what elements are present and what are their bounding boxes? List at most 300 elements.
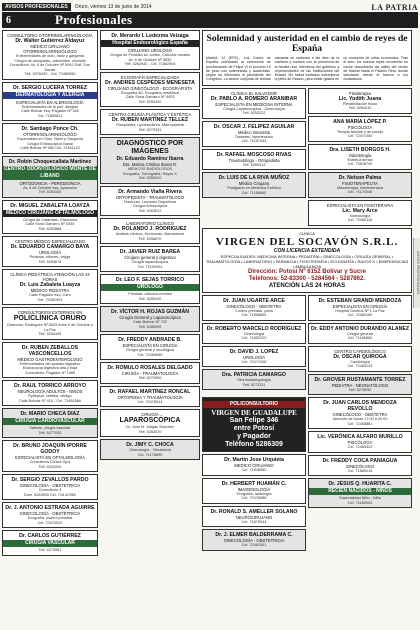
- right-row-3: [202, 397, 412, 553]
- ad-line: Especialista en Oído, Nariz y Garganta: [17, 137, 83, 141]
- specialty: ESPECIALISTA EN CIRUGÍA: [332, 303, 388, 309]
- ad-line: Cel. 71852220: [241, 336, 267, 341]
- ad-line: Cel. 71186560: [241, 190, 267, 195]
- ad-line: Cel. 71880811: [37, 113, 63, 118]
- ad-line: Estética dental: [347, 157, 373, 162]
- section-label: AVISOS PROFESIONALES: [2, 3, 71, 11]
- ad-line: Postgrado en Medicina Estética: [227, 186, 281, 191]
- ad-box: [308, 295, 412, 321]
- ad-box: [2, 408, 98, 438]
- ad-title: CIRUGÍA: [141, 412, 159, 417]
- ad-box: [2, 502, 98, 528]
- doctor-name: Dr. DAVID J. LOPEZ: [229, 348, 279, 355]
- doctor-name: Lic. VERÓNICA ALFARO MURILLO: [317, 434, 403, 441]
- doctor-name: Dr. Merardo I. Ledezma Veizaga: [111, 33, 189, 39]
- clinic-name: VIRGEN DEL SOCAVÓN S.R.L.: [215, 235, 399, 248]
- ad-box: [100, 246, 200, 272]
- doctor-name: Dr. Nelson Palma: [338, 174, 382, 181]
- ad-box: [202, 529, 306, 551]
- ad-box: [2, 30, 98, 80]
- ad-line: Kinesiología: [349, 213, 371, 218]
- specialty: GINECOLOGÍA - OBSTETRICIA: [223, 538, 285, 544]
- ad-line: Telf. 5263612: [138, 208, 162, 213]
- ad-line: Otorrinolaringología: [237, 378, 271, 383]
- specialty: CIRUJANO GINECÓLOGO - ECOGRAFISTA: [107, 85, 193, 91]
- ad-line: Control prenatal, parto: [235, 308, 273, 313]
- ad-line: Hospital General Nº 1 La Paz: [335, 308, 385, 313]
- specialty: CIRUJANO UROLÓGO: [128, 48, 172, 53]
- ad-line: Ecografía, radiología: [236, 491, 272, 496]
- ad-line: Cirugía general y oncológica: [125, 348, 175, 352]
- ad-big-title: LAPAROSCÓPICA: [119, 417, 181, 424]
- specialty: NEUROLOGÍA ADULTOS - NIÑOS: [17, 389, 83, 394]
- ad-line: Consultorio Clínica Ojos: [29, 460, 71, 464]
- ad-title: LABORATORIO CLÍNICO: [125, 221, 174, 226]
- ad-line: Ginecología - Obstetricia: [129, 448, 171, 452]
- ad-line: Cirugía de Cataratas, Glaucoma: [22, 217, 78, 222]
- ad-box: [100, 72, 200, 108]
- ad-line: Cel. 72476688: [241, 496, 267, 501]
- ad-box: [100, 306, 200, 332]
- doctor-name: Lic. Mary Arce: [342, 207, 378, 214]
- ad-title: Fisioterapia: [349, 90, 371, 96]
- page-title: Profesionales: [55, 12, 133, 27]
- doctor-name: Dr. Robin Choquecallata Martínez: [8, 158, 92, 165]
- ad-big-title: POLICLÍNICA ORURO: [13, 315, 87, 322]
- ad-box: [308, 144, 412, 170]
- clinic-banner: [202, 228, 412, 293]
- doctor-name: Dr. GROVER RUSTAMANTE TORREZ: [314, 376, 406, 383]
- ad-box: [100, 218, 200, 244]
- ad-line: Cel. 71848080: [241, 468, 267, 473]
- specialty: FISIOTERAPEUTA: [342, 180, 378, 186]
- ad-line: Cel. 72469655: [137, 352, 163, 357]
- ad-box: [100, 137, 200, 184]
- doctor-name: Dr. SERGIO ZEVALLOS PARDO: [11, 477, 89, 483]
- ad-line: Consultorio: Pagador Nº 1585: [24, 370, 76, 375]
- specialty: Médico Cirujano: [238, 181, 270, 187]
- ad-box: [202, 149, 306, 171]
- doctor-name: Dr. JUAN UGARTE ARCE: [223, 297, 285, 304]
- ad-line: Telf. 5277030: [38, 430, 62, 435]
- ad-line: Cel. 72481903: [37, 297, 63, 302]
- poli-addr-1: San Felipe 346: [229, 417, 279, 425]
- doctor-name: Dra. LISETH BORGOS H.: [329, 146, 391, 153]
- specialty: Dra. Marcia Cristina Ibarra R.: [122, 162, 178, 167]
- doctor-name: Dr. FREDDY COCA PANIAGUA: [322, 457, 398, 464]
- ad-box: [2, 380, 98, 406]
- ad-box: [308, 323, 412, 344]
- newspaper-name: LA PATRIA: [371, 2, 418, 12]
- ad-box: [2, 269, 98, 305]
- ad-title: CENTRO CARDIOLÓGICO: [334, 348, 386, 354]
- column-4: [308, 88, 412, 228]
- specialty: ESPECIALISTA EN OFTALMOLOGÍA: [14, 455, 86, 460]
- doctor-name: Dr. VÍCTOR H. ROJAS GUZMÁN: [110, 309, 189, 315]
- ad-box: [308, 431, 412, 453]
- ad-line: Cirugía de Próstata sin cortes, Cálculos renales: [109, 53, 191, 57]
- ad-box: [100, 334, 200, 360]
- specialty-band: MÉDICO CIRUJANO OFTALMÓLOGO: [3, 210, 97, 217]
- ad-line: Telf. 5255100: [138, 296, 162, 301]
- ad-box: [100, 362, 200, 384]
- ad-box: [308, 374, 412, 396]
- ad-box: [308, 88, 412, 114]
- column-3c-wrap: [202, 397, 306, 553]
- specialty: GINECÓLOGO - OBSTETRA: [226, 303, 282, 309]
- ad-line: Cel. 71875544: [241, 519, 267, 524]
- poli-addr-2: entre Potosí: [233, 425, 275, 433]
- specialty-band: RECIÉN NACIDOS - NIÑOS: [309, 488, 411, 495]
- ad-box: [202, 506, 306, 528]
- ad-line: Telf. 5254678: [38, 259, 62, 264]
- ad-box: [2, 440, 98, 472]
- specialty: Odontología: [348, 152, 372, 158]
- ad-title: CONSULTORIO OTORRINOLARINGOLOGÍA: [7, 33, 93, 38]
- ad-line: Cel. 71180004: [347, 500, 373, 505]
- doctor-name: Dr. BRUNO JOAQUÍN IPORRE GODOY: [13, 443, 87, 455]
- specialty: ORTODONCIA - PERIODONCIA: [19, 180, 81, 186]
- ad-box: [2, 474, 98, 500]
- specialty: ESPECIALISTA EN CIRUGÍA: [122, 343, 178, 348]
- ad-line: Ginecología: [243, 331, 265, 336]
- ad-line: Ecografía, control prenatal: [27, 516, 73, 520]
- ad-line: Cel. 71858804: [241, 313, 267, 318]
- ad-title: CENTRO MÉDICO ESPECIALIZADO: [14, 239, 86, 244]
- column-3: [202, 88, 306, 228]
- ad-box: [308, 116, 412, 142]
- ad-line: Telf. 5262940 - Cel. 71862504: [124, 62, 176, 66]
- ad-line: Dom. 5283500 Cel. 718-40360: [24, 492, 76, 497]
- doctor-name: Dr. Martin Jose Urquieta: [224, 457, 284, 464]
- doctor-name: Dr. MARIO CHECA DIAZ: [20, 411, 80, 417]
- ad-line: Cel. 72471008: [241, 359, 267, 364]
- right-area: [202, 30, 412, 628]
- doctor-name: Dr. JAVIER RUIZ BAREA: [119, 249, 181, 255]
- ad-title: ESPECIALISTA EN FISIOTERAPIA: [326, 202, 394, 208]
- ad-line: Cel. 71880016: [347, 468, 373, 473]
- doctor-name: Dr. LUIS DE LA RIVA MUÑOZ: [218, 175, 290, 182]
- ad-line: Atención de horas 17:00 a 20:00: [332, 417, 388, 422]
- specialty: MÉDICO PEDIATRA: [30, 288, 70, 293]
- ad-box: [202, 295, 306, 321]
- ad-line: Dr. José M. Vargas Sánchez: [126, 425, 174, 429]
- ad-line: Ecografía 4D, Ecografía obstétrica: [120, 90, 180, 95]
- doctor-name: Dr. J. ELMER BALDERRAMA C.: [215, 532, 293, 539]
- ad-title: CLÍNICA PEDIÁTRICA ATENCIÓN LAS 24 HORAS: [10, 272, 90, 282]
- specialty: UROLOGÍA: [242, 354, 266, 360]
- ad-line: Cel. 72478014: [137, 399, 163, 404]
- ad-line: Cel. 72483322: [347, 445, 373, 450]
- ad-line: Ecografía, Tomografía, Rayos X: [123, 171, 177, 176]
- doctor-name: Dr. OSCAR QUIROGA: [333, 353, 387, 360]
- ad-line: Epilepsia, cefalea, vértigo: [28, 394, 72, 398]
- ad-line: Próstata, cálculos renales: [128, 292, 172, 296]
- ad-line: Calle Bolívar esq. Pagador Nº 460: [21, 109, 79, 113]
- specialty: ESPECIALISTA EN ALERGOLOGÍA: [16, 99, 84, 105]
- ad-line: Enfermedades de la piel, alergias: [21, 104, 79, 109]
- ad-line: Cel. 73828790: [347, 162, 373, 167]
- ad-box: [308, 200, 412, 226]
- ad-title: CONSULTORIOS EXTERNOS EN: [17, 310, 83, 315]
- ad-line: Cirugía laparoscópica: [131, 260, 169, 264]
- ad-line: Cel. 72480160: [347, 313, 373, 318]
- ad-line: Cirugía general: [347, 331, 373, 336]
- doctor-name: Dr. EDUARDO CAMARGO BAYA: [10, 244, 90, 250]
- doctor-name: Dr. Luis Zabaleta Loayza: [19, 282, 81, 288]
- ad-line: Telf. 5273211: [242, 382, 266, 387]
- ad-line: Cel. 72463301: [241, 543, 267, 548]
- ad-line: Telf. 5252222: [242, 111, 266, 116]
- doctor-name: Dr. JESUS Q. HUARITA C.: [328, 481, 392, 488]
- column-2: [100, 30, 200, 628]
- ad-line: Cirugía de amígdalas, adenoides, sinusitis: [14, 58, 86, 63]
- clinic-phones: Teléfonos: 52-83300 - 5284564 - 5287862.: [249, 275, 365, 282]
- ad-line: Fracturas, Lesiones Deportivas: [123, 199, 177, 204]
- specialty-band: CIRUGÍA VASCULAR: [3, 540, 97, 547]
- column-3c: [202, 454, 306, 551]
- ad-line: Consultorio: Av. 6 de Octubre Nº 5942 Edif. Don Daniel: [9, 63, 91, 72]
- doctor-name: Dr. PABLO A. ROMERO ARANIBAR: [210, 95, 298, 102]
- ad-big-title: DIAGNÓSTICO POR IMÁGENES: [116, 140, 184, 155]
- column-4b: [308, 295, 412, 398]
- ad-line: Consultorio 4: [38, 488, 62, 492]
- ad-box: [202, 346, 306, 368]
- right-row-1: [202, 88, 412, 228]
- ad-line: Av. 6 de Octubre esq. Ayacucho: [23, 185, 77, 190]
- ad-line: Telf. 5270331: [138, 127, 162, 132]
- ad-box: [202, 454, 306, 476]
- ad-box: [2, 156, 98, 198]
- ad-box: [308, 397, 412, 429]
- ad-line: Telf. 5275561: [38, 548, 62, 552]
- doctor-name: Dr. EDDY ANTONIO DURANDO ALANEZ: [311, 325, 409, 332]
- page-header: [2, 12, 418, 28]
- specialty-band: DERMATOLOGÍA Y ALERGIA: [3, 92, 97, 99]
- doctor-name: Dr. ESTEBAN GRANDI MENDOZA: [318, 297, 402, 304]
- specialty: Cirujano general y digestivo: [124, 255, 176, 260]
- ad-title: CENTRO CIRUGÍA PLÁSTICA Y ESTÉTICA: [108, 112, 192, 117]
- ad-line: Calle Bolívar Nº 580 Cel. 72461123: [20, 146, 80, 150]
- specialty: Traumatólogo - Ortopedista: [228, 157, 280, 163]
- ad-line: Cel. 71190044: [137, 264, 163, 269]
- ad-box: [2, 236, 98, 267]
- ad-box: [100, 386, 200, 408]
- ad-line: Rehabilitación física: [343, 101, 377, 106]
- ad-line: Especialidad Niño - Niña: [339, 496, 381, 501]
- ad-box: [202, 323, 306, 344]
- poli-addr-3: y Pagador: [237, 433, 271, 441]
- ad-box: [2, 342, 98, 379]
- ad-line: Telf. 5270990: [138, 376, 162, 380]
- specialty: PEDIATRA - NEONATÓLOGO: [331, 382, 389, 388]
- ad-line: Calle Bolívar Nº 722: [132, 320, 168, 324]
- ad-title: CLÍNICA EL SALVADOR: [231, 90, 277, 96]
- ad-box: [100, 409, 200, 437]
- ad-line: Calle Pagador esq. Caro: [29, 293, 71, 297]
- poli-name: VIRGEN DE GUADALUPE: [211, 409, 297, 418]
- ad-box: [100, 274, 200, 304]
- ad-line: Próstata, riñones, vejiga: [29, 255, 71, 259]
- specialty: CIRUGÍA - TRAUMATOLOGÍA: [121, 371, 179, 376]
- clinic-specialties: ESPECIALIDADES: MEDICINA INTERNA • PEDIATRÍA • GINECOLOGÍA • CIRUGÍA GENERAL • TRAUMATOLOGÍA • LABORATORIO • FARMACIA • FISIOTERAPIA • ECOGRAFÍA • RAYOS X • EMERGENCIAS • AMBULANCIA: [205, 253, 409, 269]
- ad-line: Cel. 72471050: [347, 134, 373, 139]
- ad-line: Endoscopía digestiva alta y baja: [22, 366, 78, 370]
- ad-line: Cel. 71178890: [137, 452, 163, 457]
- doctor-name: Dr. RAUL TORRICO ARROYO: [14, 383, 86, 389]
- specialty: MÉDICO GASTROENTERÓLOGO: [17, 356, 83, 362]
- ad-line: Telf. 5278050: [348, 387, 372, 392]
- column-4c: [308, 397, 412, 553]
- column-1: [2, 30, 98, 628]
- side-tab: AVISOS PROFESIONALES: [413, 238, 420, 308]
- ad-line: Telf. 5276420 - Cel. 72480550: [24, 72, 76, 76]
- ad-box: [2, 307, 98, 340]
- column-3b: [202, 295, 306, 398]
- ad-line: Varices, cirugía vascular: [29, 426, 71, 430]
- ad-box: [202, 172, 306, 198]
- doctor-name: Dr. ANDRES CESPEDES MENESETA: [105, 79, 195, 86]
- doctor-name: Dr. RAFAEL MOSCOSO RIVAS: [216, 151, 292, 158]
- ad-line: MÉDICOS RADIÓLOGOS: [127, 167, 173, 171]
- specialty: IMAGENOLOGÍA: [237, 486, 271, 492]
- clinic-hours: ATENCIÓN LAS 24 HORAS: [268, 282, 346, 289]
- ad-box: [2, 530, 98, 556]
- ad-box: [202, 121, 306, 147]
- doctor-name: Dr. FREDDY ANDRADE B.: [118, 337, 182, 343]
- ad-line: Cardiología: [350, 359, 370, 364]
- clinic-pre: CLÍNICA: [299, 230, 315, 236]
- specialty: NEUROCIRUJANO: [235, 514, 273, 520]
- page-number: 6: [6, 14, 11, 26]
- ad-line: Telf. 5254100: [38, 190, 62, 194]
- doctor-name: Dr. ROLANDO J. RODRIGUEZ: [113, 226, 187, 232]
- doctor-name: Dr. Walter Gutiérrez Aldayuz: [15, 38, 85, 44]
- specialty: PSICÓLOGA: [347, 124, 373, 130]
- ad-line: Telf. 5242020: [38, 464, 62, 469]
- ad-box: [2, 123, 98, 154]
- ad-box: [2, 82, 98, 122]
- doctor-name: Dr. JUAN CARLOS MENDOZA REVOLLO: [323, 400, 397, 413]
- doctor-name: Dr. RUBEN ZEBALLOS VASCONCELLOS: [21, 344, 79, 357]
- poli-phone: Teléfono 5286309: [225, 441, 283, 449]
- specialty-band: CENTRO ODONTOLÓGICO MONTE DE LIBANO: [4, 165, 96, 179]
- doctor-name: Dr. RONALD S. AMELLER SOLANO: [210, 508, 298, 515]
- article-headline: Solemnidad y austeridad en el cambio de reyes de España: [206, 34, 408, 54]
- doctor-name: ANA MARÍA LÓPEZ P.: [333, 118, 387, 125]
- doctor-name: Dr. LEO F. SEJAS TORRICO: [115, 277, 185, 283]
- ad-line: Telf. 5280414: [242, 162, 266, 167]
- doctor-name: Dr. Armando Viaña Rivera: [118, 188, 182, 195]
- ad-line: Dirección: Rodríguez Nº 5525 entre 6 de Octubre y La Paz: [7, 323, 93, 332]
- ad-line: Telf. 5280999: [138, 324, 162, 329]
- doctor-name: Dr. J. ANTONIO ESTRADA AGUIRRE: [5, 505, 95, 511]
- specialty: Médico Internista: [238, 129, 270, 135]
- specialty: UROLOGÍA: [38, 250, 62, 255]
- specialty: ESPECIALISTA EN MEDICINA INTERNA: [215, 101, 293, 107]
- doctor-name: Dr. CARLOS GUTIÉRREZ: [19, 533, 81, 539]
- ad-line: Telf. 5252888: [38, 226, 62, 231]
- ad-line: Cel. 71187444: [241, 139, 267, 144]
- ad-box: [2, 200, 98, 235]
- clinic-address: Dirección: Potosí Nº 6152 Bolívar y Sucre: [248, 268, 366, 275]
- ad-box: [100, 439, 200, 460]
- ad-line: Masoterapia, electroterapia: [336, 185, 383, 190]
- ad-line: Enfermedades del aparato digestivo: [19, 361, 81, 366]
- specialty: OTORRINOLARINGÓLOGO: [23, 132, 77, 137]
- specialty: ORTOPEDIA Y TRAUMATOLOGÍA: [117, 394, 183, 400]
- ad-line: Cel. 71170046: [347, 190, 373, 195]
- ad-line: Cel. 72480116: [347, 218, 373, 223]
- ad-line: Terapia familiar y de pareja: [337, 129, 383, 134]
- poli-title: POLICONSULTORIO: [203, 401, 305, 408]
- ad-line: Cirugía Endoscópica Nasal: [27, 141, 73, 146]
- ad-line: Telf. 5254445: [38, 332, 62, 336]
- ad-box: [202, 88, 306, 119]
- policonsultorio-ad: [202, 397, 306, 452]
- ad-line: Diabetes, hipertensión: [235, 134, 273, 139]
- article-body: Madrid, 12 (EFE).- Los Cortes de España celebrarán la ceremonia de proclamación de Felipe VI el próximo 19 de junio con solemnidad y austeridad, según ha informado el presidente del Congreso. La sesión conjunta de ambas cámaras se realizará a las diez de la mañana y contará con la presencia de la familia real, miembros del gobierno y representantes de las instituciones del Estado. No habrá invitados extranjeros ni jefes de Estado, para evitar gastos en un momento de crisis económica. Tras el acto, los nuevos reyes recorrerán en coche descubierto las calles del centro de Madrid hasta el Palacio Real, donde saludarán desde el balcón a los ciudadanos.: [206, 56, 408, 82]
- ad-box: [100, 109, 200, 135]
- doctor-name: Dr. JIMY C. CHOCA: [126, 442, 174, 448]
- specialty: GINECOLOGÍA - OBSTETRICIA: [19, 511, 81, 516]
- ad-line: Telf. 5256670: [138, 236, 162, 241]
- ad-line: Calle Bolívar Nº 410 - Cel. 71851566: [18, 398, 82, 403]
- ad-line: Telf. 5264070: [138, 429, 162, 434]
- doctor-name: Lic. Yudith Juana: [338, 95, 382, 102]
- top-bar: [2, 2, 418, 12]
- ad-line: Telf. 5254410: [348, 106, 372, 111]
- ad-line: Cel. 72470022: [37, 520, 63, 525]
- specialty: Cirugía General y Laparoscópica: [119, 315, 181, 320]
- ad-title: ECOGRAFÍA ESPECIALIZADA: [120, 74, 180, 80]
- specialty: PSICÓLOGA: [347, 440, 373, 446]
- doctor-name: Dr. ROMULO ROSALES DELGADO: [107, 365, 193, 371]
- ad-line: Telf. 5250910: [138, 176, 162, 180]
- ad-line: Rinoplastía, Lipoescultura, Mamoplastía: [116, 123, 184, 127]
- ad-line: Análisis clínicos, Hormonas, Marcadores: [115, 232, 185, 236]
- ad-box: [202, 478, 306, 504]
- ad-box: [202, 369, 306, 390]
- doctor-name: Dr. SERGIO LUCERA TORREZ: [12, 84, 88, 91]
- doctor-name: Dr. RUBEN MARTÍNEZ TELLEZ: [111, 117, 189, 123]
- ad-box: [308, 172, 412, 198]
- doctor-name: Dr. HERBERT HUAMÁN C.: [221, 480, 287, 487]
- specialty-band: Hospital Endourológico España: [101, 40, 199, 47]
- clinic-motto: CON LICENCIA EXTENDIDA: [273, 247, 341, 254]
- doctor-name: Dr. ROBERTO MARCELO RODRÍGUEZ: [206, 325, 302, 332]
- specialty: GINECÓLOGO: [345, 463, 375, 469]
- specialty: ORTOPEDISTA - TRAUMATÓLOGO: [115, 194, 185, 200]
- specialty: MÉDICO CIRUJANO OTORRINOLARINGÓLOGO: [23, 44, 77, 54]
- doctor-name: Dr. OSCAR J. FELIPEZ AGUILAR: [213, 123, 295, 130]
- ad-box: [308, 346, 412, 372]
- specialty-band: UROLOGO: [101, 284, 199, 291]
- ad-line: Calle Soria Galvarro Nº 4925: [125, 95, 175, 99]
- doctor-name: Dr. Santiago Ponce Ch.: [21, 126, 79, 132]
- doctor-name: Dr. Eduardo Ramírez Ibarra: [116, 156, 184, 162]
- doctor-name: Dr. MIGUEL ZABALETA LOAYZA: [10, 202, 90, 209]
- specialty-band: CIRUGÍA CARDIOVASCULAR: [3, 418, 97, 425]
- ad-box: [308, 478, 412, 508]
- doctor-name: Dra. PATRICIA CAMARGO: [222, 372, 286, 379]
- ad-line: Cirugía Artroscópica: [132, 204, 168, 208]
- ad-line: Cel. 72468881: [347, 421, 373, 426]
- specialty: GINECOLOGÍA - OBSTETRICIA: [19, 483, 81, 488]
- issue-date: Oruro, viernes 13 de junio de 2014: [74, 4, 152, 10]
- ad-line: Enfermedades de oído, nariz y garganta: [16, 54, 84, 58]
- specialty: GINECÓLOGO - OBSTETRA: [332, 412, 388, 418]
